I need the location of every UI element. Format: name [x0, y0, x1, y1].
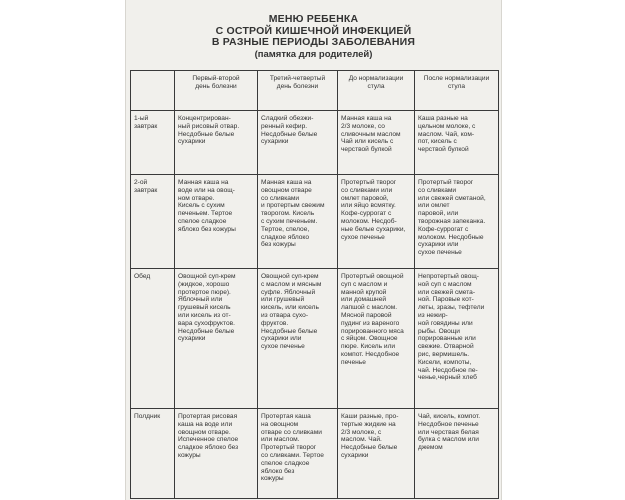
- menu-text-line: сухарики или: [261, 335, 302, 343]
- menu-text-line: молоком. Несдоб-: [341, 217, 397, 225]
- menu-text-line: ные белые сухарики,: [341, 225, 406, 233]
- menu-cell: [338, 175, 415, 269]
- menu-text-line: каша на воде или: [178, 420, 233, 428]
- menu-text-line: Непротертый овощ-: [418, 273, 479, 280]
- menu-text-line: печеньем. Тертое: [178, 210, 233, 218]
- menu-cell: [175, 175, 258, 269]
- menu-text-line: Концентрирован-: [178, 115, 231, 122]
- memo-subtitle: (памятка для родителей): [254, 48, 373, 60]
- menu-text-line: сухое печенье: [418, 249, 462, 257]
- menu-text-line: леты, зразы, тефтели: [418, 304, 485, 312]
- menu-text-line: или домашней: [341, 296, 387, 304]
- header-text: стула: [447, 82, 466, 90]
- menu-text-line: без кожуры: [261, 241, 296, 249]
- menu-text-line: или грушевый: [261, 296, 305, 304]
- menu-text-line: сухарики: [341, 451, 369, 459]
- meal-label-cell: [131, 111, 175, 175]
- menu-text-line: творогом. Кисель: [261, 210, 315, 218]
- table-row: [131, 409, 499, 499]
- menu-text-line: или омлет: [418, 202, 450, 210]
- table-row: [131, 111, 499, 175]
- menu-text-line: отваре со сливками: [261, 428, 322, 436]
- menu-text-line: Кофе-суррогат с: [418, 225, 469, 233]
- menu-text-line: Тертое, спелое,: [261, 225, 310, 233]
- menu-text-line: спелое сладкое: [261, 459, 310, 467]
- menu-cell: [258, 409, 338, 499]
- title-line-3: В РАЗНЫЕ ПЕРИОДЫ ЗАБОЛЕВАНИЯ: [211, 36, 416, 48]
- menu-text-line: сухарики: [178, 138, 206, 146]
- menu-text-line: творожная запеканка.: [418, 217, 486, 225]
- menu-text-line: рис, вермишель.: [418, 350, 470, 358]
- menu-text-line: ном отваре.: [178, 194, 215, 202]
- menu-text-line: воде или на овощ-: [178, 186, 235, 194]
- menu-text-line: Протертый творог: [418, 179, 474, 186]
- menu-text-line: Испеченное спелое: [178, 436, 239, 444]
- menu-text-line: чай. Несдобное пе-: [418, 366, 478, 374]
- memo-page: [125, 0, 502, 500]
- menu-text-line: Несдобное печенье: [418, 420, 479, 428]
- table-body: [131, 111, 499, 499]
- menu-text-line: на овощном: [261, 420, 299, 428]
- menu-text-line: ной. Паровые кот-: [418, 296, 474, 304]
- period-header-cell: [175, 71, 258, 111]
- menu-text-line: цельном молоке, с: [418, 122, 476, 130]
- menu-text-line: фруктов.: [261, 319, 289, 327]
- header-text: До нормализации: [348, 75, 404, 82]
- menu-text-line: Сладкий обезжи-: [261, 115, 314, 122]
- menu-text-line: лапшой с маслом.: [341, 304, 398, 312]
- menu-text-line: Манная каша на: [341, 115, 392, 122]
- menu-text-line: маслом. Чай, ком-: [418, 130, 475, 138]
- menu-text-line: джемом: [418, 444, 443, 452]
- menu-text-line: ной говядины или: [418, 319, 473, 327]
- menu-text-line: протертое пюре).: [178, 288, 231, 296]
- menu-text-line: сухарики: [261, 138, 289, 146]
- table-header-row: [131, 71, 499, 111]
- corner-header-cell: [131, 71, 175, 111]
- menu-text-line: Протертый овощной: [341, 273, 404, 280]
- menu-text-line: Протертая рисовая: [178, 413, 238, 420]
- menu-text-line: Овощной суп-крем: [261, 273, 319, 280]
- menu-cell: [175, 111, 258, 175]
- menu-text-line: Манная каша на: [261, 179, 312, 186]
- menu-text-line: овощном отваре.: [178, 428, 231, 436]
- menu-text-line: суп с маслом и: [341, 280, 388, 288]
- period-header-cell: [338, 71, 415, 111]
- menu-text-line: пот, кисель с: [418, 138, 457, 146]
- header-text: день болезни: [195, 82, 237, 90]
- menu-text-line: кожуры: [178, 451, 201, 459]
- menu-text-line: Кисели, компоты,: [418, 358, 472, 366]
- menu-cell: [258, 111, 338, 175]
- menu-cell: [415, 269, 499, 409]
- menu-text-line: или маслом.: [261, 436, 300, 444]
- meal-label-cell: [131, 269, 175, 409]
- table-row: [131, 175, 499, 269]
- menu-text-line: печенье: [341, 358, 366, 366]
- menu-text-line: 2/3 молоке, с: [341, 428, 382, 436]
- menu-text-line: черствой булкой: [341, 146, 392, 154]
- menu-text-line: сухарики или: [418, 241, 459, 249]
- title-line-2: С ОСТРОЙ КИШЕЧНОЙ ИНФЕКЦИЕЙ: [215, 24, 412, 37]
- period-header-cell: [258, 71, 338, 111]
- meal-label: 2-ой: [134, 179, 148, 186]
- menu-cell: [175, 409, 258, 499]
- menu-text-line: или свежей смета-: [418, 288, 476, 296]
- menu-cell: [338, 111, 415, 175]
- menu-text-line: со сливками. Тертое: [261, 451, 324, 459]
- meal-label: завтрак: [134, 186, 158, 194]
- menu-text-line: Несдобные белые: [261, 130, 318, 138]
- menu-cell: [258, 269, 338, 409]
- menu-text-line: вара сухофруктов.: [178, 319, 235, 327]
- menu-text-line: Овощной суп-крем: [178, 273, 236, 280]
- menu-text-line: Несдобные белые: [178, 327, 235, 335]
- menu-text-line: или черствая белая: [418, 428, 479, 436]
- menu-text-line: Несдобные белые: [178, 130, 235, 138]
- menu-text-line: или свежей сметаной,: [418, 194, 486, 202]
- menu-text-line: ренный кефир.: [261, 122, 308, 130]
- menu-text-line: Манная каша на: [178, 179, 229, 186]
- menu-text-line: пюре. Кисель или: [341, 343, 396, 351]
- menu-text-line: Кофе-суррогат с: [341, 210, 392, 218]
- menu-text-line: ной суп с маслом: [418, 280, 472, 288]
- menu-cell: [415, 409, 499, 499]
- menu-text-line: кисель, или кисель: [261, 304, 319, 312]
- menu-text-line: рыбы. Овощи: [418, 327, 460, 335]
- menu-cell: [415, 111, 499, 175]
- meal-label: Полдник: [134, 413, 161, 420]
- menu-text-line: Каша разные на: [418, 115, 468, 122]
- menu-text-line: ченье,черный хлеб: [418, 374, 477, 382]
- table-row: [131, 269, 499, 409]
- menu-text-line: Чай или кисель с: [341, 138, 394, 146]
- memo-header: [126, 0, 501, 60]
- menu-text-line: ный рисовый отвар.: [178, 122, 240, 130]
- meal-label-cell: [131, 409, 175, 499]
- menu-text-line: манной крупой: [341, 288, 387, 296]
- menu-text-line: Несдобные белые: [341, 444, 398, 452]
- menu-text-line: с маслом и мясным: [261, 280, 322, 288]
- menu-cell: [258, 175, 338, 269]
- header-text: стула: [367, 82, 385, 90]
- menu-text-line: тертые жидкие на: [341, 420, 396, 428]
- menu-text-line: Протертая каша: [261, 413, 311, 420]
- menu-text-line: сладкое яблоко: [261, 233, 310, 241]
- menu-text-line: спелое сладкое: [178, 217, 227, 225]
- menu-text-line: сухарики: [178, 335, 206, 343]
- menu-text-line: маслом. Чай.: [341, 436, 382, 444]
- header-text: Третий-четвертый: [269, 75, 326, 82]
- title-line-1: МЕНЮ РЕБЕНКА: [268, 13, 359, 25]
- menu-text-line: из отвара сухо-: [261, 311, 309, 319]
- menu-text-line: Кисель с сухим: [178, 202, 225, 210]
- meal-label: завтрак: [134, 122, 158, 130]
- menu-text-line: или кисель из от-: [178, 311, 231, 319]
- menu-text-line: со сливками или: [341, 186, 393, 194]
- menu-text-line: 2/3 молоке, со: [341, 122, 385, 130]
- menu-text-line: или яйцо всмятку.: [341, 202, 396, 210]
- menu-text-line: и протертым свежим: [261, 202, 325, 210]
- menu-cell: [338, 269, 415, 409]
- menu-cell: [338, 409, 415, 499]
- menu-text-line: с сухим печеньем.: [261, 217, 318, 225]
- menu-text-line: сухое печенье: [261, 343, 305, 351]
- menu-text-line: Протертый творог: [341, 179, 397, 186]
- menu-text-line: черствой булкой: [418, 146, 469, 154]
- meal-label-cell: [131, 175, 175, 269]
- menu-text-line: Мясной паровой: [341, 311, 392, 319]
- header-text: день болезни: [276, 82, 319, 90]
- menu-text-line: (жидкое, хорошо: [178, 280, 230, 288]
- menu-text-line: паровой, или: [418, 210, 459, 218]
- menu-text-line: сладкое яблоко без: [178, 444, 239, 452]
- menu-text-line: молоком. Несдобные: [418, 233, 484, 241]
- menu-text-line: яблоко без: [261, 467, 295, 475]
- menu-text-line: суфле. Яблочный: [261, 288, 316, 296]
- menu-text-line: порированного мяса: [341, 327, 404, 335]
- menu-text-line: с яйцом. Овощное: [341, 335, 398, 343]
- menu-text-line: овощном отваре: [261, 186, 312, 194]
- menu-text-line: омлет паровой,: [341, 194, 389, 202]
- header-text: После нормализации: [423, 75, 490, 82]
- header-text: Первый-второй: [192, 75, 240, 82]
- menu-text-line: кожуры: [261, 475, 284, 483]
- meal-label: 1-ый: [134, 115, 149, 122]
- menu-text-line: Каши разные, про-: [341, 413, 399, 420]
- menu-text-line: сухое печенье: [341, 233, 385, 241]
- menu-text-line: Чай, кисель, компот.: [418, 413, 481, 420]
- menu-text-line: порированные или: [418, 335, 476, 343]
- menu-text-line: из нежир-: [418, 311, 448, 319]
- menu-text-line: Протертый творог: [261, 444, 317, 452]
- menu-text-line: Несдобные белые: [261, 327, 318, 335]
- menu-text-line: Яблочный или: [178, 296, 223, 304]
- menu-text-line: со сливками: [418, 186, 457, 194]
- menu-text-line: со сливками: [261, 194, 300, 202]
- menu-text-line: пудинг из вареного: [341, 319, 400, 327]
- menu-text-line: сливочным маслом: [341, 130, 401, 138]
- menu-cell: [415, 175, 499, 269]
- menu-text-line: свежие. Отварной: [418, 343, 474, 351]
- diet-menu-table: [130, 70, 499, 499]
- menu-text-line: компот. Несдобное: [341, 350, 400, 358]
- menu-text-line: яблоко без кожуры: [178, 225, 236, 233]
- menu-text-line: грушевый кисель: [178, 304, 231, 312]
- menu-text-line: булка с маслом или: [418, 436, 479, 444]
- period-header-cell: [415, 71, 499, 111]
- menu-cell: [175, 269, 258, 409]
- meal-label: Обед: [134, 273, 151, 280]
